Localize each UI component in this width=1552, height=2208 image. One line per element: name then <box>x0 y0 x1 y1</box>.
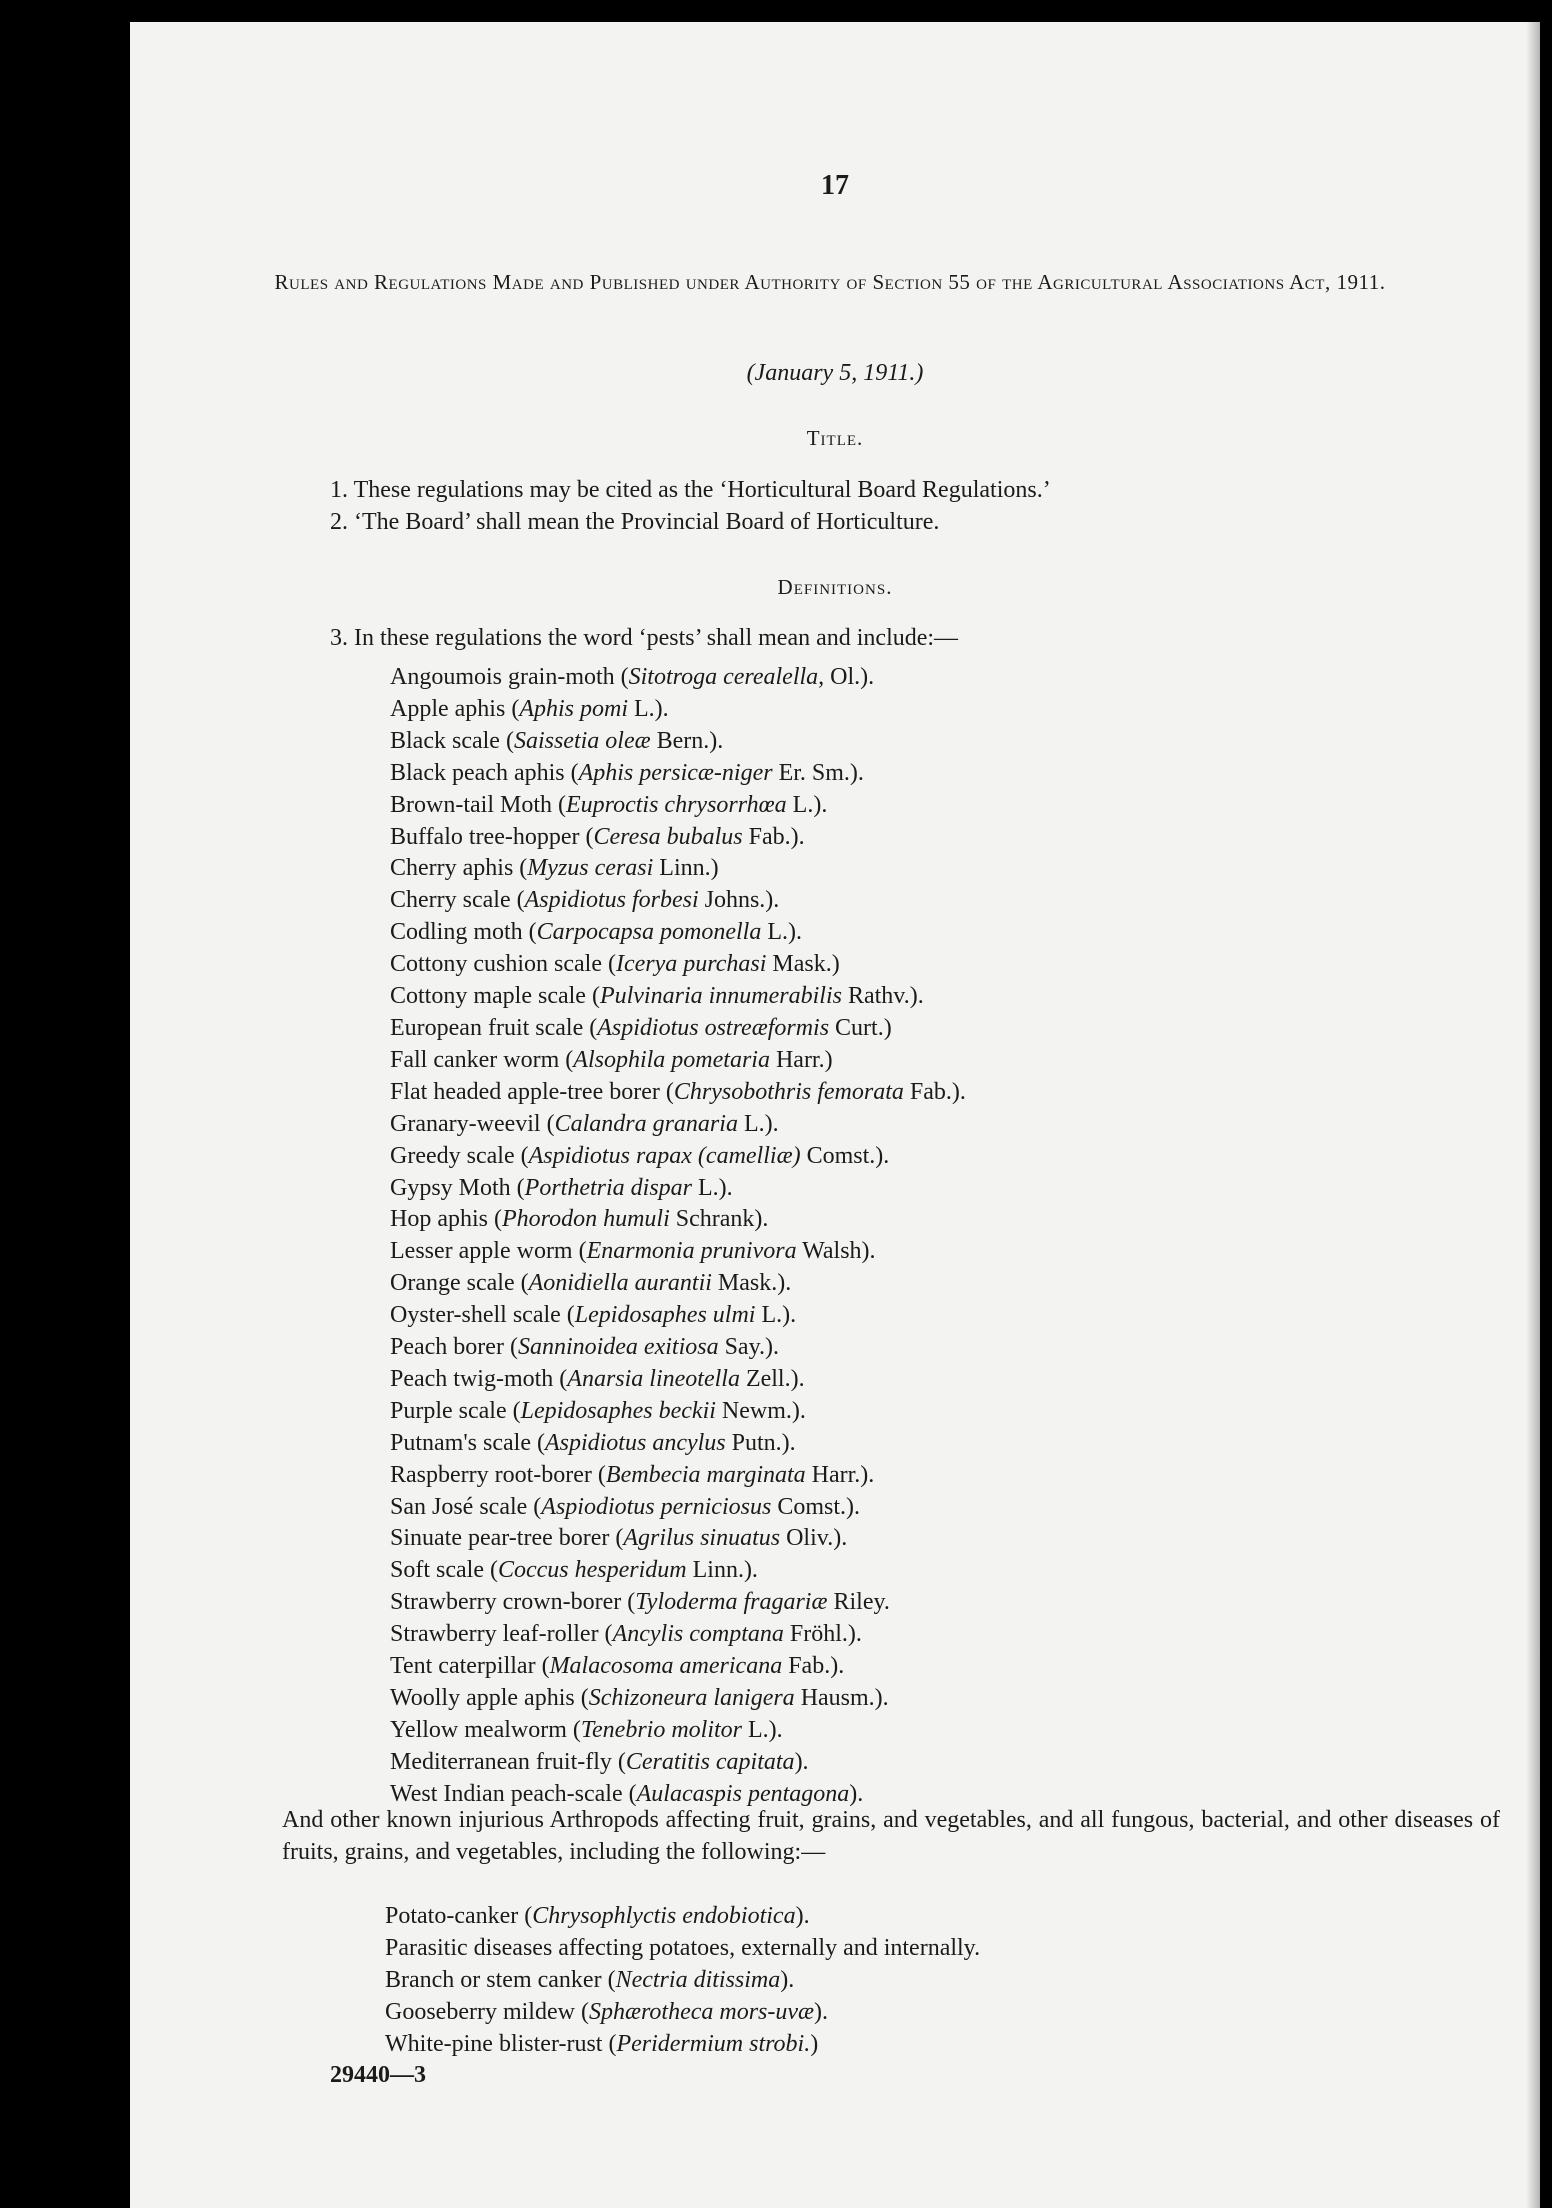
document-heading: Rules and Regulations Made and Published under Authority of Section 55 of the Agricultural Associations Act, 1911. <box>274 270 1386 294</box>
authority: ). <box>814 1999 829 2025</box>
common-name: San José scale ( <box>390 1493 542 1520</box>
pest-item <box>390 853 966 885</box>
common-name: Flat headed apple-tree borer ( <box>390 1078 674 1105</box>
common-name: Buffalo tree-hopper ( <box>390 823 594 850</box>
rule-3-intro: 3. In these regulations the word ‘pests’ shall mean and include:— <box>330 625 959 651</box>
common-name: Strawberry crown-borer ( <box>390 1589 636 1616</box>
pest-item <box>390 1268 966 1300</box>
pest-item <box>390 1460 966 1492</box>
authority: Schrank). <box>669 1206 769 1233</box>
scientific-name: Alsophila pometaria <box>573 1046 770 1073</box>
pest-item <box>390 1428 966 1460</box>
pest-item <box>390 1555 966 1587</box>
scientific-name: Schizoneura lanigera <box>588 1685 795 1711</box>
authority: Harr.). <box>805 1461 875 1488</box>
authority: L.). <box>755 1302 797 1329</box>
rule-1: 1. These regulations may be cited as the ‘Horticultural Board Regulations.’ <box>330 477 1051 503</box>
scientific-name: Aphis persicæ-niger <box>578 759 773 786</box>
common-name: Orange scale ( <box>390 1270 529 1297</box>
scientific-name: Enarmonia prunivora <box>586 1238 797 1265</box>
common-name: Brown-tail Moth ( <box>390 791 566 818</box>
authority: Riley. <box>827 1589 890 1616</box>
common-name: Cottony maple scale ( <box>390 983 600 1010</box>
common-name: Codling moth ( <box>390 919 537 946</box>
authority: Fab.). <box>782 1653 845 1680</box>
authority: Walsh). <box>796 1238 876 1265</box>
authority: Comst.). <box>771 1493 860 1520</box>
pest-item <box>390 1683 966 1715</box>
common-name: Apple aphis ( <box>390 695 520 722</box>
pest-item <box>390 1332 966 1364</box>
pest-item <box>390 1141 966 1173</box>
scientific-name: Agrilus sinuatus <box>623 1525 781 1552</box>
pest-item <box>390 1077 966 1109</box>
scientific-name: Aspidiotus ostreæformis <box>597 1014 830 1041</box>
scientific-name: Icerya purchasi <box>615 951 767 978</box>
scientific-name: Nectria ditissima <box>615 1967 781 1993</box>
common-name: Cherry scale ( <box>390 887 525 914</box>
authority: L.). <box>761 919 802 946</box>
scientific-name: Ceresa bubalus <box>593 823 743 850</box>
authority: L.). <box>627 695 669 722</box>
scientific-name: Bembecia marginata <box>605 1461 806 1488</box>
scientific-name: Coccus hesperidum <box>497 1557 687 1584</box>
pest-item <box>390 1045 966 1077</box>
scientific-name: Peridermium strobi. <box>616 2031 811 2057</box>
common-name: Lesser apple worm ( <box>390 1238 587 1265</box>
common-name: Oyster-shell scale ( <box>390 1302 575 1329</box>
pest-item <box>390 822 966 854</box>
authority: Linn.) <box>653 855 719 882</box>
authority: L.). <box>742 1716 783 1743</box>
disease-item <box>385 1964 980 1996</box>
authority: Johns.). <box>698 887 780 914</box>
pest-item <box>390 790 966 822</box>
disease-item <box>385 1996 980 2028</box>
pest-item <box>390 1204 966 1236</box>
pest-item <box>390 694 966 726</box>
common-name: White-pine blister-rust ( <box>385 2031 617 2057</box>
document-page <box>130 22 1540 2208</box>
scientific-name: Tenebrio molitor <box>580 1716 743 1743</box>
scientific-name: Ancylis comptana <box>612 1621 784 1648</box>
authority: Zell.). <box>739 1365 805 1392</box>
scientific-name: Ceratitis capitata <box>625 1748 795 1775</box>
common-name: Tent caterpillar ( <box>390 1653 550 1680</box>
pest-item <box>390 1396 966 1428</box>
scientific-name: Myzus cerasi <box>527 855 654 882</box>
scientific-name: Sphærotheca mors-uvæ <box>588 1999 815 2025</box>
authority: L.). <box>786 791 828 818</box>
common-name: Potato-canker ( <box>385 1903 533 1929</box>
common-name: Fall canker worm ( <box>390 1046 574 1073</box>
scientific-name: Lepidosaphes ulmi <box>574 1302 756 1329</box>
scientific-name: Sanninoidea exitiosa <box>517 1334 719 1361</box>
authority: Fab.). <box>742 823 805 850</box>
page-number: 17 <box>821 170 849 201</box>
authority: Oliv.). <box>780 1525 848 1552</box>
authority: ). <box>795 1903 810 1929</box>
pest-item <box>390 1492 966 1524</box>
authority: L.). <box>692 1174 733 1201</box>
footer-code: 29440—3 <box>330 2062 426 2088</box>
pest-item <box>390 1715 966 1747</box>
scientific-name: Aphis pomi <box>519 695 628 722</box>
scientific-name: Aspidiotus forbesi <box>524 887 699 914</box>
scientific-name: Euproctis chrysorrhœa <box>565 791 787 818</box>
authority: ). <box>794 1748 809 1775</box>
common-name: Parasitic diseases affecting potatoes, externally and internally. <box>385 1935 981 1961</box>
scientific-name: Calandra granaria <box>554 1110 738 1137</box>
scientific-name: Chrysobothris femorata <box>673 1078 904 1105</box>
authority: L.). <box>737 1110 779 1137</box>
pest-item <box>390 1236 966 1268</box>
common-name: Peach borer ( <box>390 1334 518 1361</box>
authority: Mask.). <box>711 1270 792 1297</box>
scientific-name: Phorodon humuli <box>501 1206 670 1233</box>
scientific-name: Lepidosaphes beckii <box>520 1397 716 1424</box>
common-name: Cherry aphis ( <box>390 855 528 882</box>
scientific-name: Saissetia oleæ <box>513 727 651 754</box>
disease-item <box>385 1932 980 1964</box>
pest-item <box>390 981 966 1013</box>
pest-item <box>390 1619 966 1651</box>
common-name: West Indian peach-scale ( <box>390 1780 637 1807</box>
common-name: Greedy scale ( <box>390 1142 529 1169</box>
common-name: Black scale ( <box>390 727 514 754</box>
pest-item <box>390 1523 966 1555</box>
common-name: Cottony cushion scale ( <box>390 951 616 978</box>
scientific-name: Malacosoma americana <box>549 1653 783 1680</box>
common-name: Soft scale ( <box>390 1557 498 1584</box>
common-name: Black peach aphis ( <box>390 759 579 786</box>
authority: Fab.). <box>903 1078 966 1105</box>
diseases-paragraph: And other known injurious Arthropods affecting fruit, grains, and vegetables, and all fungous, bacterial, and other diseases of fruits, grains, and vegetables, including the following:— <box>282 1807 1500 1865</box>
scientific-name: Carpocapsa pomonella <box>536 919 762 946</box>
authority: Comst.). <box>800 1142 890 1169</box>
pest-item <box>390 1747 966 1779</box>
pest-item <box>390 1013 966 1045</box>
scientific-name: Sitotroga cerealella, <box>628 664 825 690</box>
scientific-name: Aspidiotus rapax (camelliæ) <box>528 1142 801 1169</box>
common-name: Gypsy Moth ( <box>390 1174 525 1201</box>
common-name: European fruit scale ( <box>390 1014 598 1041</box>
pest-item <box>390 726 966 758</box>
common-name: Angoumois grain-moth ( <box>390 664 629 690</box>
common-name: Peach twig-moth ( <box>390 1365 568 1392</box>
common-name: Woolly apple aphis ( <box>390 1685 589 1711</box>
scientific-name: Pulvinaria innumerabilis <box>599 983 842 1010</box>
scientific-name: Tyloderma fragariæ <box>635 1589 828 1616</box>
scientific-name: Aspiodiotus perniciosus <box>541 1493 772 1520</box>
rule-2: 2. ‘The Board’ shall mean the Provincial Board of Horticulture. <box>330 509 940 535</box>
authority: Ol.). <box>824 664 875 690</box>
authority: Mask.) <box>766 951 840 978</box>
section-title-definitions: Definitions. <box>777 575 893 599</box>
common-name: Gooseberry mildew ( <box>385 1999 589 2025</box>
pest-item <box>390 1651 966 1683</box>
scientific-name: Porthetria dispar <box>524 1174 693 1201</box>
pest-item <box>390 1173 966 1205</box>
pest-item <box>390 1364 966 1396</box>
pest-item <box>390 1300 966 1332</box>
common-name: Branch or stem canker ( <box>385 1967 616 1993</box>
pest-item <box>390 662 966 694</box>
authority: Harr.) <box>769 1046 833 1073</box>
scientific-name: Anarsia lineotella <box>567 1365 740 1392</box>
disease-list <box>385 1900 980 2060</box>
pest-item <box>390 758 966 790</box>
common-name: Putnam's scale ( <box>390 1429 545 1456</box>
common-name: Purple scale ( <box>390 1397 521 1424</box>
authority: Putn.). <box>725 1429 796 1456</box>
disease-item <box>385 2028 980 2060</box>
authority: Fröhl.). <box>783 1621 862 1648</box>
authority: Rathv.). <box>841 983 924 1010</box>
common-name: Yellow mealworm ( <box>390 1716 581 1743</box>
authority: Hausm.). <box>794 1685 889 1711</box>
authority: Say.). <box>718 1334 780 1361</box>
section-title-title: Title. <box>806 426 864 450</box>
pest-item <box>390 917 966 949</box>
authority: ) <box>810 2031 819 2057</box>
pest-item <box>390 885 966 917</box>
authority: Linn.). <box>686 1557 758 1584</box>
authority: Curt.) <box>829 1014 892 1041</box>
authority: Newm.). <box>715 1397 806 1424</box>
common-name: Granary-weevil ( <box>390 1110 555 1137</box>
scientific-name: Aulacaspis pentagona <box>636 1780 850 1807</box>
pest-list <box>390 662 966 1811</box>
authority: Er. Sm.). <box>772 759 864 786</box>
common-name: Raspberry root-borer ( <box>390 1461 606 1488</box>
authority: Bern.). <box>650 727 724 754</box>
pest-item <box>390 949 966 981</box>
scientific-name: Aspidiotus ancylus <box>544 1429 726 1456</box>
common-name: Hop aphis ( <box>390 1206 502 1233</box>
common-name: Strawberry leaf-roller ( <box>390 1621 613 1648</box>
authority: ). <box>849 1780 864 1807</box>
common-name: Sinuate pear-tree borer ( <box>390 1525 624 1552</box>
disease-item <box>385 1900 980 1932</box>
authority: ). <box>780 1967 795 1993</box>
common-name: Mediterranean fruit-fly ( <box>390 1748 626 1775</box>
document-date: (January 5, 1911.) <box>746 360 924 386</box>
scientific-name: Chrysophlyctis endobiotica <box>532 1903 796 1929</box>
scientific-name: Aonidiella aurantii <box>528 1270 712 1297</box>
pest-item <box>390 1587 966 1619</box>
pest-item <box>390 1109 966 1141</box>
